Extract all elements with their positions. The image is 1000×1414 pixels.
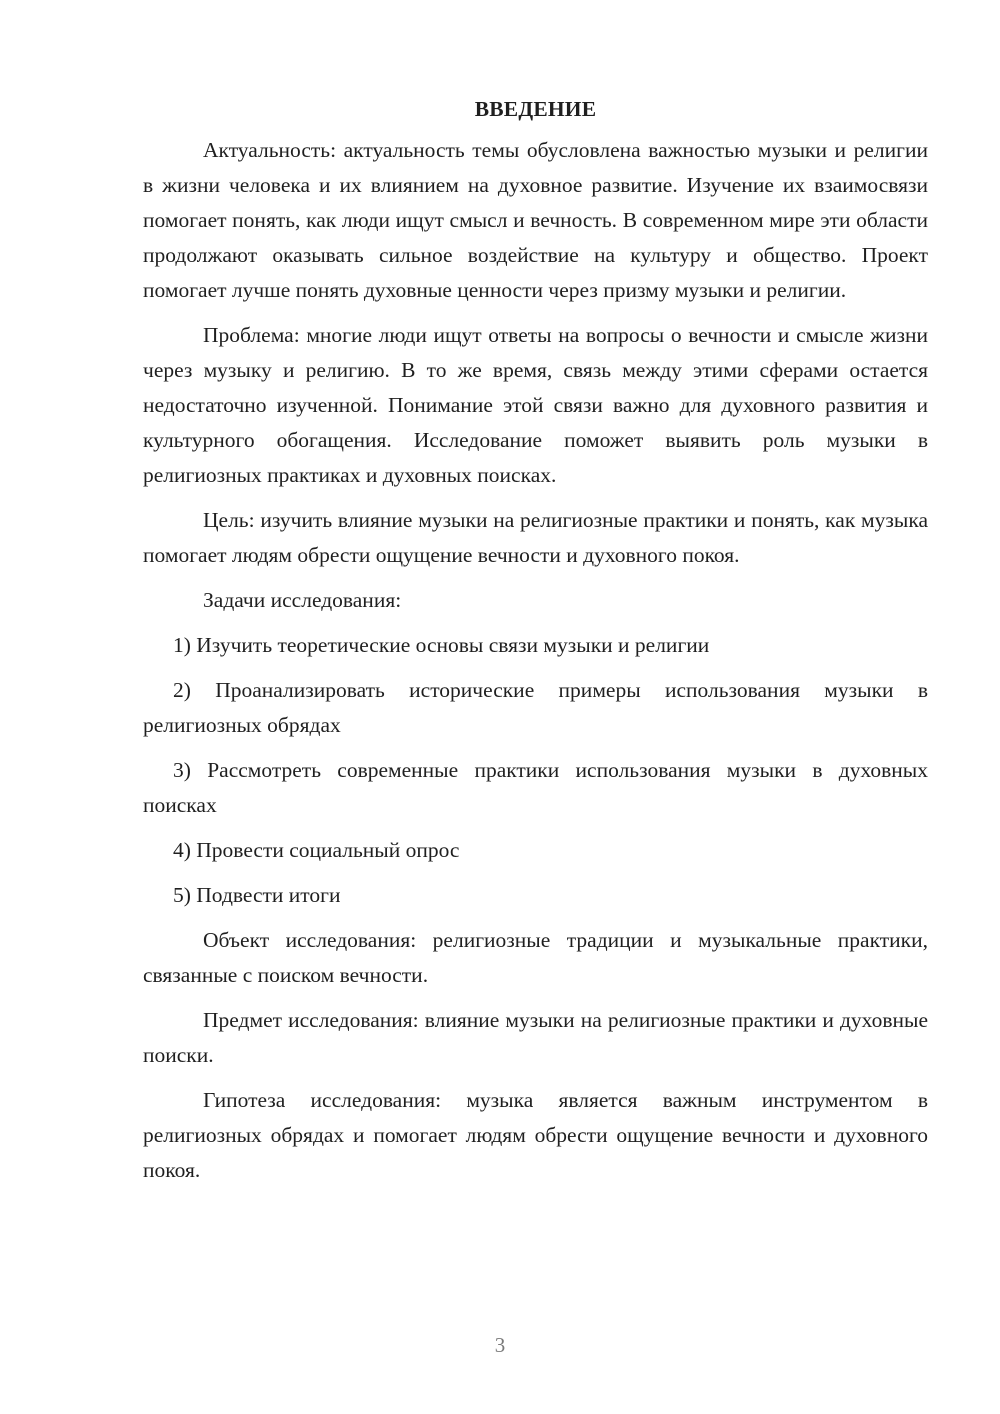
document-body <box>143 92 928 1198</box>
hypothesis-paragraph: Гипотеза исследования: музыка является важным инструментом в религиозных обрядах и помогает людям обрести ощущение вечности и духовного покоя. <box>143 1088 928 1182</box>
task-item-2: 2) Проанализировать исторические примеры использования музыки в религиозных обрядах <box>143 678 928 737</box>
problem-paragraph: Проблема: многие люди ищут ответы на вопросы о вечности и смысле жизни через музыку и религию. В то же время, связь между этими сферами остается недостаточно изученной. Понимание этой связи важно для духовного развития и культурного обогащения. Исследование поможет выявить роль музыки в религиозных практиках и духовных поисках. <box>143 323 928 487</box>
tasks-title: Задачи исследования: <box>203 588 402 612</box>
task-item-5: 5) Подвести итоги <box>173 883 341 907</box>
subject-paragraph: Предмет исследования: влияние музыки на религиозные практики и духовные поиски. <box>143 1008 928 1067</box>
goal-paragraph: Цель: изучить влияние музыки на религиозные практики и понять, как музыка помогает людям обрести ощущение вечности и духовного покоя. <box>143 508 928 567</box>
object-paragraph: Объект исследования: религиозные традиции и музыкальные практики, связанные с поиском вечности. <box>143 928 928 987</box>
page-number: 3 <box>494 1333 506 1357</box>
task-item-4: 4) Провести социальный опрос <box>173 838 460 862</box>
task-item-1: 1) Изучить теоретические основы связи музыки и религии <box>173 633 710 657</box>
task-item-3: 3) Рассмотреть современные практики использования музыки в духовных поисках <box>143 758 928 817</box>
relevance-paragraph: Актуальность: актуальность темы обусловлена важностью музыки и религии в жизни человека и их влиянием на духовное развитие. Изучение их взаимосвязи помогает понять, как люди ищут смысл и вечность. В современном мире эти области продолжают оказывать сильное воздействие на культуру и общество. Проект помогает лучше понять духовные ценности через призму музыки и религии. <box>143 138 928 302</box>
section-heading: ВВЕДЕНИЕ <box>474 97 597 121</box>
